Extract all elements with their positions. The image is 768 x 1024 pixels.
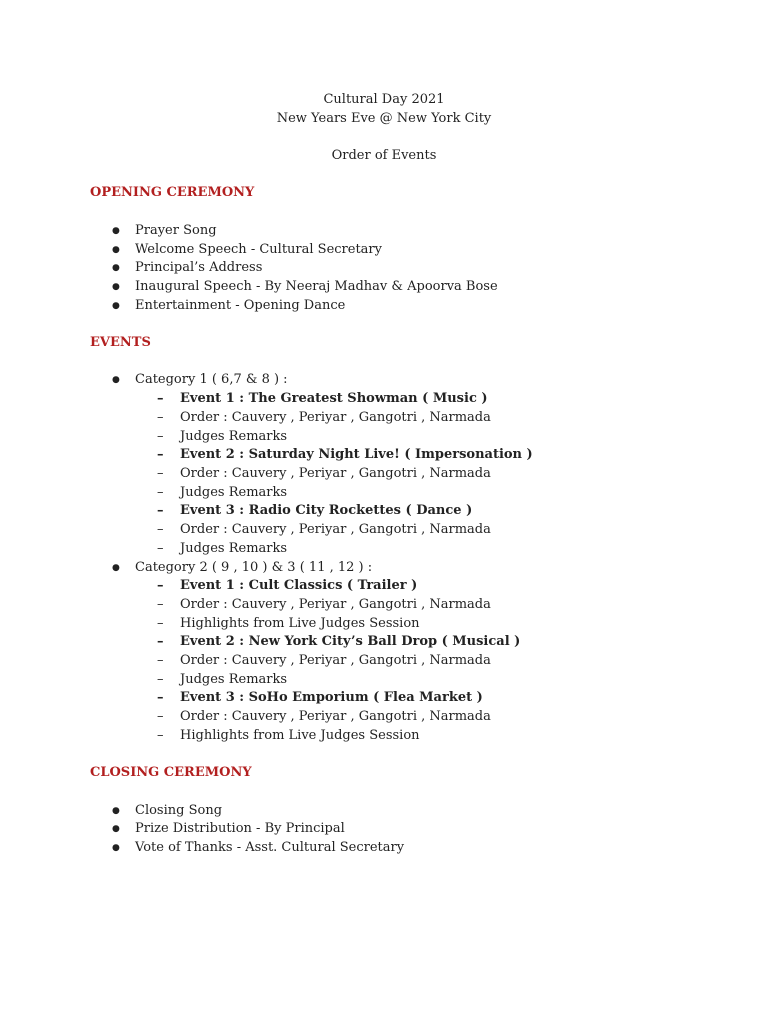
events-heading: EVENTS — [90, 335, 151, 351]
list-item: – Judges Remarks — [90, 671, 680, 690]
event-title: – Event 3 : SoHo Emporium ( Flea Market ) — [90, 689, 680, 708]
list-item: – Order : Cauvery , Periyar , Gangotri , Narmada — [90, 521, 680, 540]
list-item: ● Closing Song — [90, 802, 680, 821]
closing-ceremony-list — [90, 802, 680, 858]
document-page — [90, 91, 680, 858]
list-item: – Judges Remarks — [90, 428, 680, 447]
list-item: – Order : Cauvery , Periyar , Gangotri , Narmada — [90, 708, 680, 727]
list-item: ● Inaugural Speech - By Neeraj Madhav & Apoorva Bose — [90, 278, 680, 297]
list-item: ● Welcome Speech - Cultural Secretary — [90, 241, 680, 260]
closing-ceremony-heading: CLOSING CEREMONY — [90, 765, 252, 781]
document-title: Cultural Day 2021 — [323, 92, 445, 107]
event-title: – Event 1 : Cult Classics ( Trailer ) — [90, 577, 680, 596]
event-title: – Event 3 : Radio City Rockettes ( Dance ) — [90, 502, 680, 521]
list-item: – Order : Cauvery , Periyar , Gangotri , Narmada — [90, 652, 680, 671]
list-item: ● Prize Distribution - By Principal — [90, 820, 680, 839]
list-item: – Judges Remarks — [90, 484, 680, 503]
document-subtitle: New Years Eve @ New York City — [276, 110, 492, 126]
list-item: ● Principal’s Address — [90, 259, 680, 278]
list-item: – Order : Cauvery , Periyar , Gangotri , Narmada — [90, 409, 680, 428]
section-title: Order of Events — [331, 148, 437, 164]
event-title: – Event 2 : Saturday Night Live! ( Impersonation ) — [90, 446, 680, 465]
list-item: – Highlights from Live Judges Session — [90, 727, 680, 746]
opening-ceremony-heading: OPENING CEREMONY — [90, 185, 255, 201]
list-item: ● Vote of Thanks - Asst. Cultural Secretary — [90, 839, 680, 858]
list-item: ● Prayer Song — [90, 222, 680, 241]
event-title: – Event 2 : New York City’s Ball Drop ( Musical ) — [90, 633, 680, 652]
list-item: – Order : Cauvery , Periyar , Gangotri , Narmada — [90, 465, 680, 484]
list-item: – Highlights from Live Judges Session — [90, 615, 680, 634]
category-1-label: ● Category 1 ( 6,7 & 8 ) : — [90, 371, 680, 390]
event-title: – Event 1 : The Greatest Showman ( Music ) — [90, 390, 680, 409]
events-list — [90, 371, 680, 745]
category-2-label: ● Category 2 ( 9 , 10 ) & 3 ( 11 , 12 ) : — [90, 559, 680, 578]
list-item: ● Entertainment - Opening Dance — [90, 297, 680, 316]
list-item: – Judges Remarks — [90, 540, 680, 559]
opening-ceremony-list — [90, 222, 680, 316]
list-item: – Order : Cauvery , Periyar , Gangotri , Narmada — [90, 596, 680, 615]
